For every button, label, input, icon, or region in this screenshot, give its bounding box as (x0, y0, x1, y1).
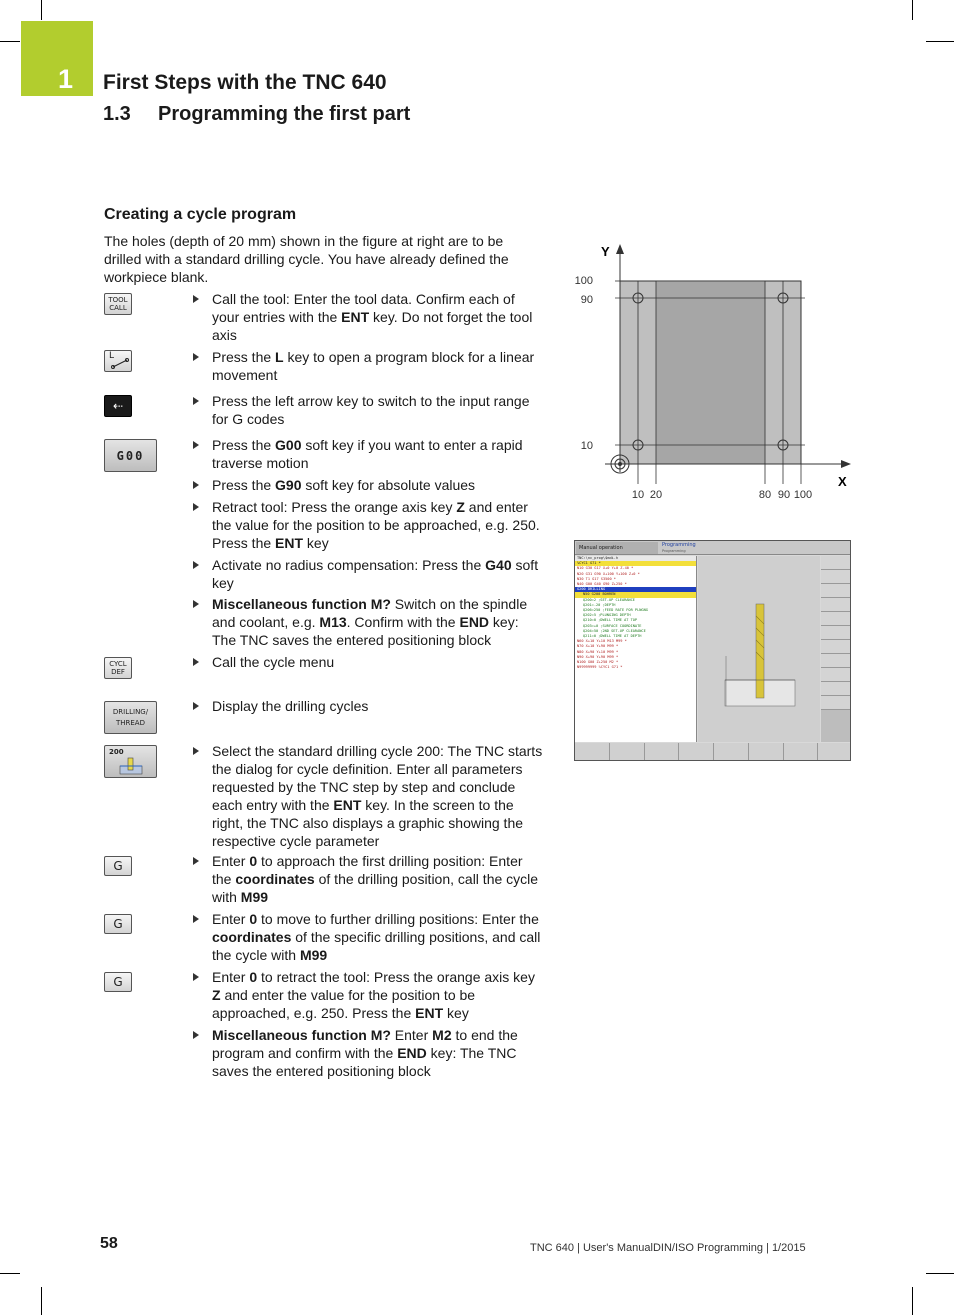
g-key[interactable] (104, 856, 132, 876)
side-softkey[interactable] (821, 668, 851, 682)
crop-mark (0, 41, 20, 42)
bullet-arrow-icon (193, 600, 199, 608)
side-softkey[interactable] (821, 626, 851, 640)
bottom-softkey[interactable] (610, 743, 645, 761)
section-number: 1.3 (103, 103, 131, 125)
code-line: N20 G31 G90 X+100 Y+100 Z+0 * (577, 571, 640, 576)
step-item: Enter 0 to retract the tool: Press the orange axis key Z and enter the value for the position to be approached, e.g. 250. Press the ENT key (193, 968, 545, 1022)
code-line: Q204=50 ;2ND SET-UP CLEARANCE (583, 628, 646, 633)
drill-cycle-graphic (698, 556, 820, 742)
side-softkey[interactable] (821, 654, 851, 668)
page-number: 58 (100, 1235, 118, 1252)
key-label: DRILLING/ (112, 707, 149, 716)
code-line: N40 G00 G40 G90 Z+250 * (577, 582, 627, 587)
y-axis-label: Y (601, 244, 610, 259)
bottom-softkey[interactable] (645, 743, 680, 761)
bullet-arrow-icon (193, 915, 199, 923)
cycle-200-softkey[interactable] (104, 745, 157, 778)
crop-mark (0, 1273, 20, 1274)
bottom-softkey[interactable] (679, 743, 714, 761)
x-axis-arrow (841, 460, 851, 468)
crop-mark (41, 1287, 42, 1315)
section-title: Programming the first part (158, 103, 411, 125)
tnc-screen (574, 540, 851, 761)
code-line: N60 X+10 Y+10 M13 M99 * (577, 639, 627, 644)
bottom-softkey[interactable] (784, 743, 819, 761)
step-item: Call the tool: Enter the tool data. Confirm each of your entries with the ENT key. Do not forget the tool axis (193, 290, 545, 344)
code-line: N100 G00 Z+250 M2 * (577, 660, 619, 665)
code-line: Q203=+0 ;SURFACE COORDINATE (583, 623, 642, 628)
footer-doc-title: TNC 640 | User's ManualDIN/ISO Programming | 1/2015 (530, 1242, 806, 1254)
section-heading: Creating a cycle program (104, 206, 297, 223)
workpiece-drawing (565, 240, 860, 500)
file-path: TNC:\nc_prog\$mdi.h (575, 556, 696, 561)
code-line: N10 G30 G17 X+0 Y+0 Z-40 * (577, 566, 634, 571)
workpiece-pocket (656, 281, 765, 464)
code-line: Q200=2 ;SET-UP CLEARANCE (583, 597, 635, 602)
crop-mark (912, 1287, 913, 1315)
arrow-left-icon: ⇠ (112, 399, 124, 413)
g-key[interactable] (104, 972, 132, 992)
bullet-arrow-icon (193, 1031, 199, 1039)
drill-cycle-icon (116, 756, 146, 776)
side-softkey[interactable] (821, 556, 851, 570)
program-editor[interactable] (575, 556, 697, 742)
bullet-arrow-icon (193, 857, 199, 865)
code-line: N90 X+90 Y+90 M99 * (577, 654, 619, 659)
code-line: N50 G200 BOHREN (575, 592, 696, 597)
code-line: N30 T1 G17 S3500 * (577, 576, 616, 581)
cycl-def-key[interactable] (104, 657, 132, 679)
step-item: Miscellaneous function M? Switch on the spindle and coolant, e.g. M13. Confirm with the END key: The TNC saves the entered positioning block (193, 595, 545, 649)
step-item: Press the G00 soft key if you want to enter a rapid traverse motion (193, 436, 545, 472)
side-softkey[interactable] (821, 696, 851, 710)
code-line: %CYC1 G71 * (575, 561, 696, 566)
x-tick-label: 90 (777, 489, 791, 500)
step-item: Activate no radius compensation: Press the G40 soft key (193, 556, 545, 592)
bullet-arrow-icon (193, 747, 199, 755)
key-label: CYCL (109, 660, 127, 668)
code-line: N70 X+10 Y+90 M99 * (577, 644, 619, 649)
code-line: Q202=5 ;PLUNGING DEPTH (583, 613, 631, 618)
crop-mark (926, 41, 954, 42)
code-line: Q201=-20 ;DEPTH (583, 602, 616, 607)
bullet-arrow-icon (193, 295, 199, 303)
key-label: G (113, 975, 123, 989)
intro-paragraph: The holes (depth of 20 mm) shown in the figure at right are to be drilled with a standard drilling cycle. You have already defined the workpiece blank. (104, 233, 509, 285)
drilling-thread-softkey[interactable] (104, 701, 157, 734)
g-key[interactable] (104, 914, 132, 934)
side-softkey[interactable] (821, 682, 851, 696)
bottom-softkey[interactable] (714, 743, 749, 761)
step-item: Press the L key to open a program block for a linear movement (193, 348, 545, 384)
code-line: Q211=0 ;DWELL TIME AT DEPTH (583, 634, 642, 639)
step-item: Display the drilling cycles (193, 697, 545, 715)
bullet-arrow-icon (193, 658, 199, 666)
key-label: CALL (109, 304, 127, 312)
bullet-arrow-icon (193, 702, 199, 710)
code-line-selected[interactable]: G200 DRILLING (575, 587, 696, 592)
step-item: Select the standard drilling cycle 200: The TNC starts the dialog for cycle definition. Enter all parameters requested by the TNC step by step and conclude each entry with the ENT key. In the screen to the right, the TNC also displays a graphic showing the respective cycle parameter (193, 742, 545, 850)
y-tick-label: 100 (574, 275, 593, 287)
bullet-arrow-icon (193, 353, 199, 361)
key-label: DEF (111, 668, 125, 676)
step-item: Press the left arrow key to switch to the input range for G codes (193, 392, 545, 428)
step-item: Enter 0 to approach the first drilling position: Enter the coordinates of the drilling position, call the cycle with M99 (193, 852, 545, 906)
key-label: L (109, 351, 115, 361)
bullet-arrow-icon (193, 973, 199, 981)
key-label: TOOL (108, 296, 128, 304)
x-axis-label: X (838, 474, 847, 489)
side-softkey[interactable] (821, 598, 851, 612)
step-item: Miscellaneous function M? Enter M2 to end the program and confirm with the END key: The TNC saves the entered positioning block (193, 1026, 545, 1080)
x-tick-label: 80 (758, 489, 772, 500)
bottom-softkey[interactable] (818, 743, 851, 761)
arrow-left-key[interactable] (104, 395, 132, 417)
bullet-arrow-icon (193, 441, 199, 449)
y-tick-label: 10 (580, 440, 593, 452)
chapter-number: 1 (58, 64, 74, 94)
bullet-arrow-icon (193, 561, 199, 569)
step-item: Retract tool: Press the orange axis key Z and enter the value for the position to be approached, e.g. 250. Press the ENT key (193, 498, 545, 552)
screen-header (575, 541, 851, 555)
crop-mark (41, 0, 42, 20)
step-item: Call the cycle menu (193, 653, 545, 671)
crop-mark (912, 0, 913, 20)
side-softkey[interactable] (821, 612, 851, 626)
tool-call-key[interactable] (104, 293, 132, 315)
code-line: Q210=0 ;DWELL TIME AT TOP (583, 618, 638, 623)
y-tick-label: 90 (580, 294, 593, 306)
g00-softkey[interactable] (104, 439, 157, 472)
step-item: Enter 0 to move to further drilling positions: Enter the coordinates of the specific drilling positions, and call the cycle with M99 (193, 910, 545, 964)
code-line: N80 X+90 Y+10 M99 * (577, 649, 619, 654)
x-tick-label: 10 (631, 489, 645, 500)
key-label: G (113, 917, 123, 931)
step-item: Press the G90 soft key for absolute values (193, 476, 545, 494)
crop-mark (926, 1273, 954, 1274)
linear-l-key[interactable] (104, 350, 132, 372)
side-softkey[interactable] (821, 640, 851, 654)
code-line: N99999999 %CYC1 G71 * (577, 665, 623, 670)
y-axis-arrow (616, 244, 624, 254)
x-tick-label: 100 (793, 489, 813, 500)
softkey-bar (575, 743, 851, 761)
bullet-arrow-icon (193, 481, 199, 489)
help-graphic-panel (698, 556, 820, 742)
key-label: G00 (116, 448, 145, 463)
key-label: THREAD (115, 718, 145, 727)
x-tick-label: 20 (649, 489, 663, 500)
chapter-tab (21, 21, 93, 96)
key-label: G (113, 859, 123, 873)
mode-tab-programming[interactable]: Programming Programming (662, 542, 696, 553)
side-softkey[interactable] (821, 584, 851, 598)
bullet-arrow-icon (193, 397, 199, 405)
key-label: 200 (109, 748, 124, 756)
code-line: Q206=250 ;FEED RATE FOR PLNGNG (583, 608, 648, 613)
mode-tab-manual[interactable]: Manual operation (576, 542, 658, 554)
bullet-arrow-icon (193, 503, 199, 511)
bottom-softkey[interactable] (749, 743, 784, 761)
side-softkey[interactable] (821, 570, 851, 584)
chapter-title: First Steps with the TNC 640 (103, 71, 387, 94)
bottom-softkey[interactable] (575, 743, 610, 761)
softkey-column (821, 556, 851, 742)
